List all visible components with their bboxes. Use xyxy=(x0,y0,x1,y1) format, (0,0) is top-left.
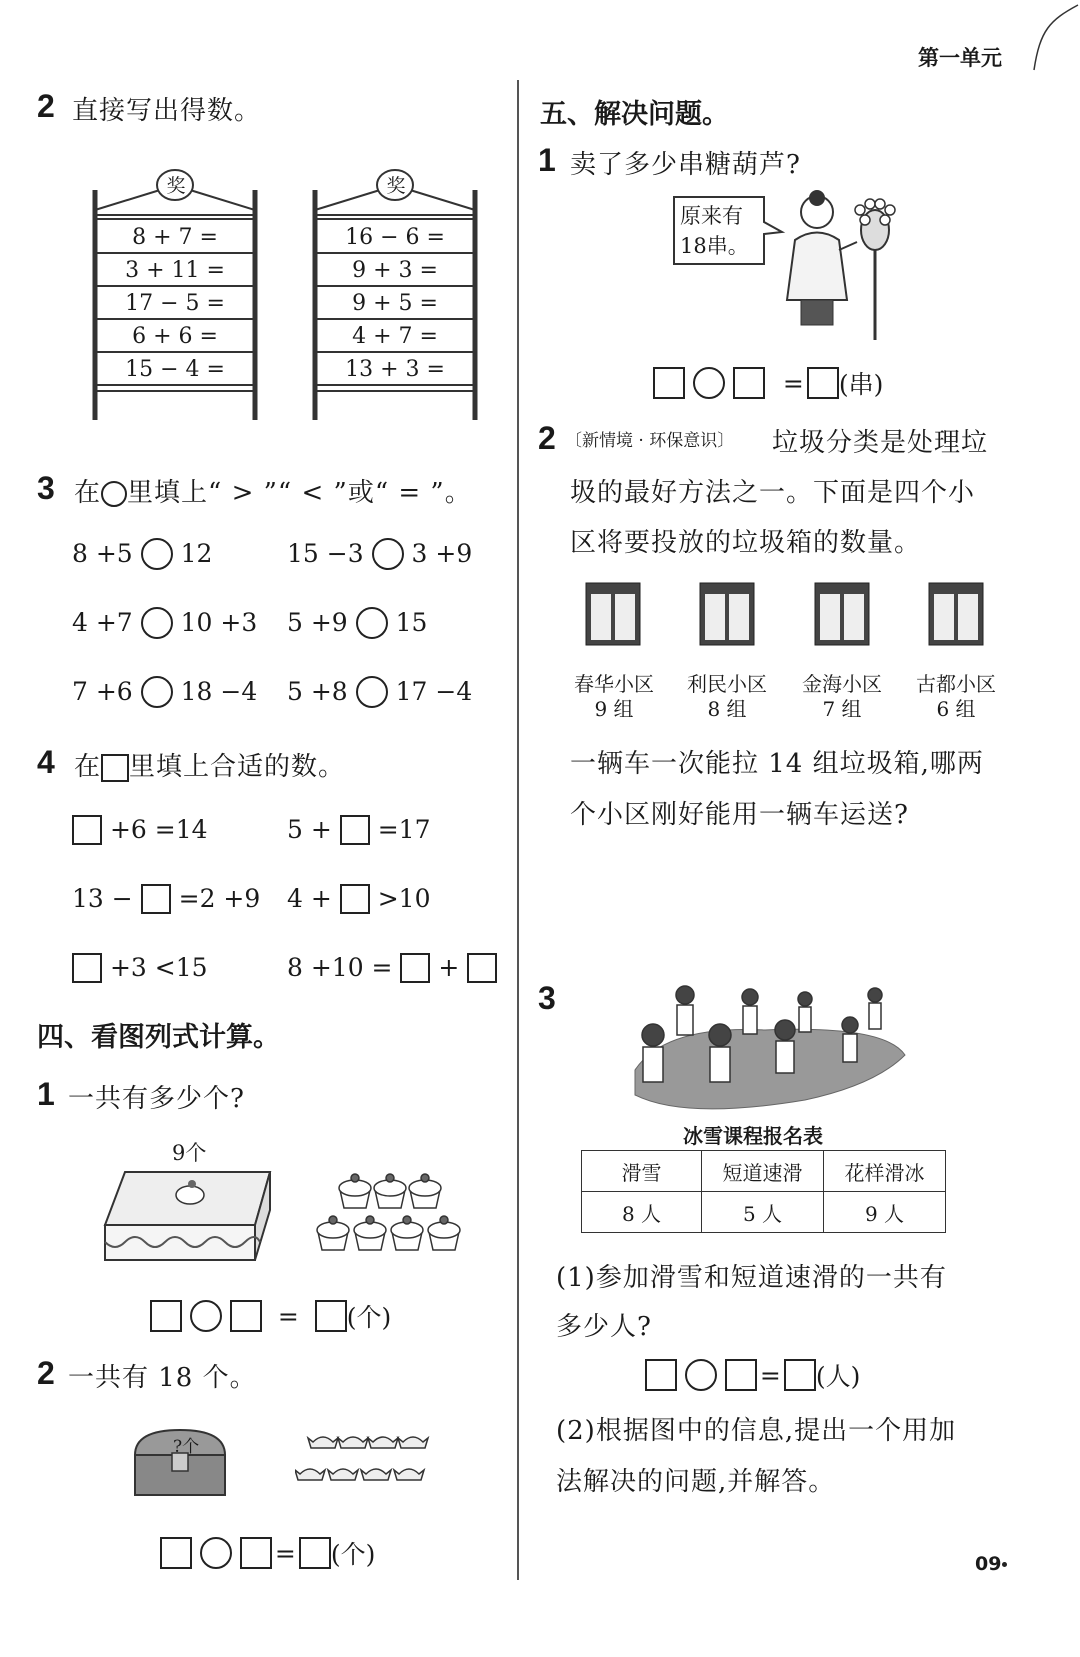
ladder2-eq-3: 9 + 5 = xyxy=(352,291,438,316)
bin-name: 金海小区 xyxy=(802,672,882,696)
q3-expr: 7 +6 xyxy=(72,677,133,706)
bin-count: 9 组 xyxy=(594,697,634,721)
q4-expr: 4 + xyxy=(287,884,332,913)
q3-expr: 15 xyxy=(395,608,428,637)
answer-box[interactable] xyxy=(733,367,765,399)
column-divider xyxy=(517,80,519,1580)
answer-box[interactable] xyxy=(141,884,171,914)
unit-label: (串) xyxy=(838,370,884,399)
section-5-title: 五、解决问题。 xyxy=(540,99,729,130)
ladder1-eq-5: 15 − 4 = xyxy=(125,357,225,382)
answer-box[interactable] xyxy=(784,1359,816,1391)
answer-circle[interactable] xyxy=(141,538,173,570)
q4-row-1a xyxy=(72,813,208,845)
s3-q1-line-2: 多少人? xyxy=(556,1312,652,1342)
s3-equation xyxy=(645,1357,860,1393)
unit-label: (个) xyxy=(330,1540,376,1569)
bin-icon xyxy=(697,580,757,650)
ladder1-eq-1: 8 + 7 = xyxy=(132,225,218,250)
chest-label: ?个 xyxy=(173,1437,200,1457)
q4-row-1b xyxy=(287,813,430,845)
q3-row-1 xyxy=(72,537,212,570)
p1-text: 一共有多少个? xyxy=(68,1084,245,1114)
table-row xyxy=(582,1192,946,1233)
unit-title: 第一单元 xyxy=(918,46,1002,70)
answer-box[interactable] xyxy=(150,1300,182,1332)
q3-row-2 xyxy=(72,606,257,639)
q4-text-a: 在 xyxy=(74,752,102,782)
ladder2-eq-1: 16 − 6 = xyxy=(345,225,445,250)
answer-circle[interactable] xyxy=(693,367,725,399)
q4-expr: =17 xyxy=(377,815,431,844)
q3-row-3b xyxy=(287,675,472,708)
q3-text-b: 里填上“ > ”“ < ”或“ = ”。 xyxy=(127,478,472,508)
p2-equation xyxy=(160,1535,375,1571)
table-header: 花样滑冰 xyxy=(824,1151,946,1192)
award-label-1: 奖 xyxy=(166,175,186,197)
table-title: 冰雪课程报名表 xyxy=(683,1124,823,1148)
equals-sign: = xyxy=(277,1301,299,1331)
bin-icon xyxy=(812,580,872,650)
ladder1-eq-4: 6 + 6 = xyxy=(132,324,218,349)
bin-name: 利民小区 xyxy=(687,672,767,696)
q3-number: 3 xyxy=(37,470,55,506)
q4-row-2b xyxy=(287,882,430,914)
q4-row-3b xyxy=(287,951,497,983)
page-corner-curve xyxy=(1010,0,1080,75)
q2-number: 2 xyxy=(37,88,55,124)
q4-expr: 13 − xyxy=(72,884,133,913)
answer-box[interactable] xyxy=(340,884,370,914)
ladder1-eq-3: 17 − 5 = xyxy=(125,291,225,316)
cupcakes-illustration xyxy=(315,1160,475,1260)
ladder1-eq-2: 3 + 11 = xyxy=(125,258,225,283)
s2-question-2: 个小区刚好能用一辆车运送? xyxy=(570,800,909,830)
s3-q2-line-1: (2)根据图中的信息,提出一个用加 xyxy=(556,1416,957,1446)
answer-circle[interactable] xyxy=(356,676,388,708)
q4-number: 4 xyxy=(37,744,55,780)
bin-icon xyxy=(583,580,643,650)
bubble-line-2: 18串。 xyxy=(680,234,749,258)
ladder2-eq-2: 9 + 3 = xyxy=(352,258,438,283)
s3-q1-line-1: (1)参加滑雪和短道速滑的一共有 xyxy=(556,1263,947,1293)
answer-box[interactable] xyxy=(160,1537,192,1569)
equals-sign: = xyxy=(759,1360,781,1390)
q3-expr: 17 −4 xyxy=(395,677,473,706)
s3-q2-line-2: 法解决的问题,并解答。 xyxy=(556,1467,836,1497)
s2-number: 2 xyxy=(538,420,556,456)
table-row xyxy=(582,1151,946,1192)
q4-expr: =2 +9 xyxy=(178,884,261,913)
unit-label: (人) xyxy=(815,1362,861,1391)
s1-equation xyxy=(653,365,883,401)
answer-box[interactable] xyxy=(72,953,102,983)
table-header: 短道速滑 xyxy=(702,1151,824,1192)
bin-count: 7 组 xyxy=(822,697,862,721)
q3-expr: 5 +8 xyxy=(287,677,348,706)
q3-text xyxy=(74,472,472,509)
answer-circle[interactable] xyxy=(190,1300,222,1332)
answer-circle[interactable] xyxy=(356,607,388,639)
s2-line-1: 垃圾分类是处理垃 xyxy=(772,428,989,458)
q3-expr: 3 +9 xyxy=(411,539,473,568)
answer-box[interactable] xyxy=(230,1300,262,1332)
table-header: 滑雪 xyxy=(582,1151,702,1192)
q3-expr: 4 +7 xyxy=(72,608,133,637)
q4-text-b: 里填上合适的数。 xyxy=(129,752,346,782)
p1-equation xyxy=(150,1298,391,1334)
q3-expr: 8 +5 xyxy=(72,539,133,568)
s2-question-1: 一辆车一次能拉 14 组垃圾箱,哪两 xyxy=(570,749,984,779)
page-number: 09 xyxy=(975,1553,1002,1575)
bin-count: 6 组 xyxy=(936,697,976,721)
answer-box[interactable] xyxy=(240,1537,272,1569)
answer-box[interactable] xyxy=(315,1300,347,1332)
award-label-2: 奖 xyxy=(386,175,406,197)
table-cell: 9 人 xyxy=(824,1192,946,1233)
table-cell: 5 人 xyxy=(702,1192,824,1233)
bin-name: 春华小区 xyxy=(574,672,654,696)
bin-count: 8 组 xyxy=(707,697,747,721)
bin-name: 古都小区 xyxy=(916,672,996,696)
skaters-illustration xyxy=(625,985,915,1120)
p1-number: 1 xyxy=(37,1076,55,1112)
q3-expr: 18 −4 xyxy=(180,677,258,706)
s1-number: 1 xyxy=(538,142,556,178)
s2-tag: 〔新情境 · 环保意识〕 xyxy=(565,431,735,451)
q4-box-sample xyxy=(101,754,129,782)
bubble-line-1: 原来有 xyxy=(680,204,743,228)
vendor-girl-illustration xyxy=(775,190,925,345)
answer-circle[interactable] xyxy=(685,1359,717,1391)
section-4-title: 四、看图列式计算。 xyxy=(37,1022,280,1053)
q4-row-3a xyxy=(72,951,208,983)
ladder2-eq-4: 4 + 7 = xyxy=(352,324,438,349)
answer-box[interactable] xyxy=(467,953,497,983)
cake-box-illustration xyxy=(100,1160,280,1270)
q3-expr: 5 +9 xyxy=(287,608,348,637)
s2-line-3: 区将要投放的垃圾箱的数量。 xyxy=(570,528,922,558)
q3-expr: 10 +3 xyxy=(180,608,258,637)
q3-text-a: 在 xyxy=(74,478,102,508)
answer-box[interactable] xyxy=(400,953,430,983)
q4-expr: + xyxy=(438,953,460,982)
answer-box[interactable] xyxy=(299,1537,331,1569)
answer-circle[interactable] xyxy=(141,607,173,639)
page-number-dot xyxy=(1002,1562,1007,1567)
q3-expr: 15 −3 xyxy=(287,539,364,568)
q4-expr: +3 <15 xyxy=(109,953,208,982)
answer-box[interactable] xyxy=(72,815,102,845)
q3-row-1b xyxy=(287,537,472,570)
gold-ingots-illustration xyxy=(295,1430,445,1490)
p2-number: 2 xyxy=(37,1355,55,1391)
answer-box[interactable] xyxy=(725,1359,757,1391)
q3-row-2b xyxy=(287,606,427,639)
q4-expr: 8 +10 = xyxy=(287,953,393,982)
table-cell: 8 人 xyxy=(582,1192,702,1233)
s2-line-2: 圾的最好方法之一。下面是四个小 xyxy=(570,478,976,508)
q4-expr: >10 xyxy=(377,884,431,913)
answer-box[interactable] xyxy=(807,367,839,399)
answer-circle[interactable] xyxy=(200,1537,232,1569)
q4-expr: 5 + xyxy=(287,815,332,844)
s3-number: 3 xyxy=(538,980,556,1016)
registration-table xyxy=(581,1150,946,1233)
bin-icon xyxy=(926,580,986,650)
equals-sign: = xyxy=(274,1538,296,1568)
answer-circle[interactable] xyxy=(141,676,173,708)
unit-label: (个) xyxy=(346,1303,392,1332)
cake-count-label: 9个 xyxy=(172,1141,207,1165)
q2-text: 直接写出得数。 xyxy=(72,96,262,126)
ladder2-eq-5: 13 + 3 = xyxy=(345,357,445,382)
answer-circle[interactable] xyxy=(372,538,404,570)
answer-box[interactable] xyxy=(645,1359,677,1391)
p2-text: 一共有 18 个。 xyxy=(68,1363,257,1393)
equals-sign: = xyxy=(782,368,804,398)
q3-circle-sample xyxy=(101,481,127,507)
q4-expr: +6 =14 xyxy=(109,815,208,844)
answer-box[interactable] xyxy=(340,815,370,845)
q3-row-3 xyxy=(72,675,257,708)
q4-row-2a xyxy=(72,882,260,914)
s1-text: 卖了多少串糖葫芦? xyxy=(570,150,801,180)
q3-expr: 12 xyxy=(180,539,213,568)
answer-box[interactable] xyxy=(653,367,685,399)
q4-text xyxy=(74,746,345,783)
